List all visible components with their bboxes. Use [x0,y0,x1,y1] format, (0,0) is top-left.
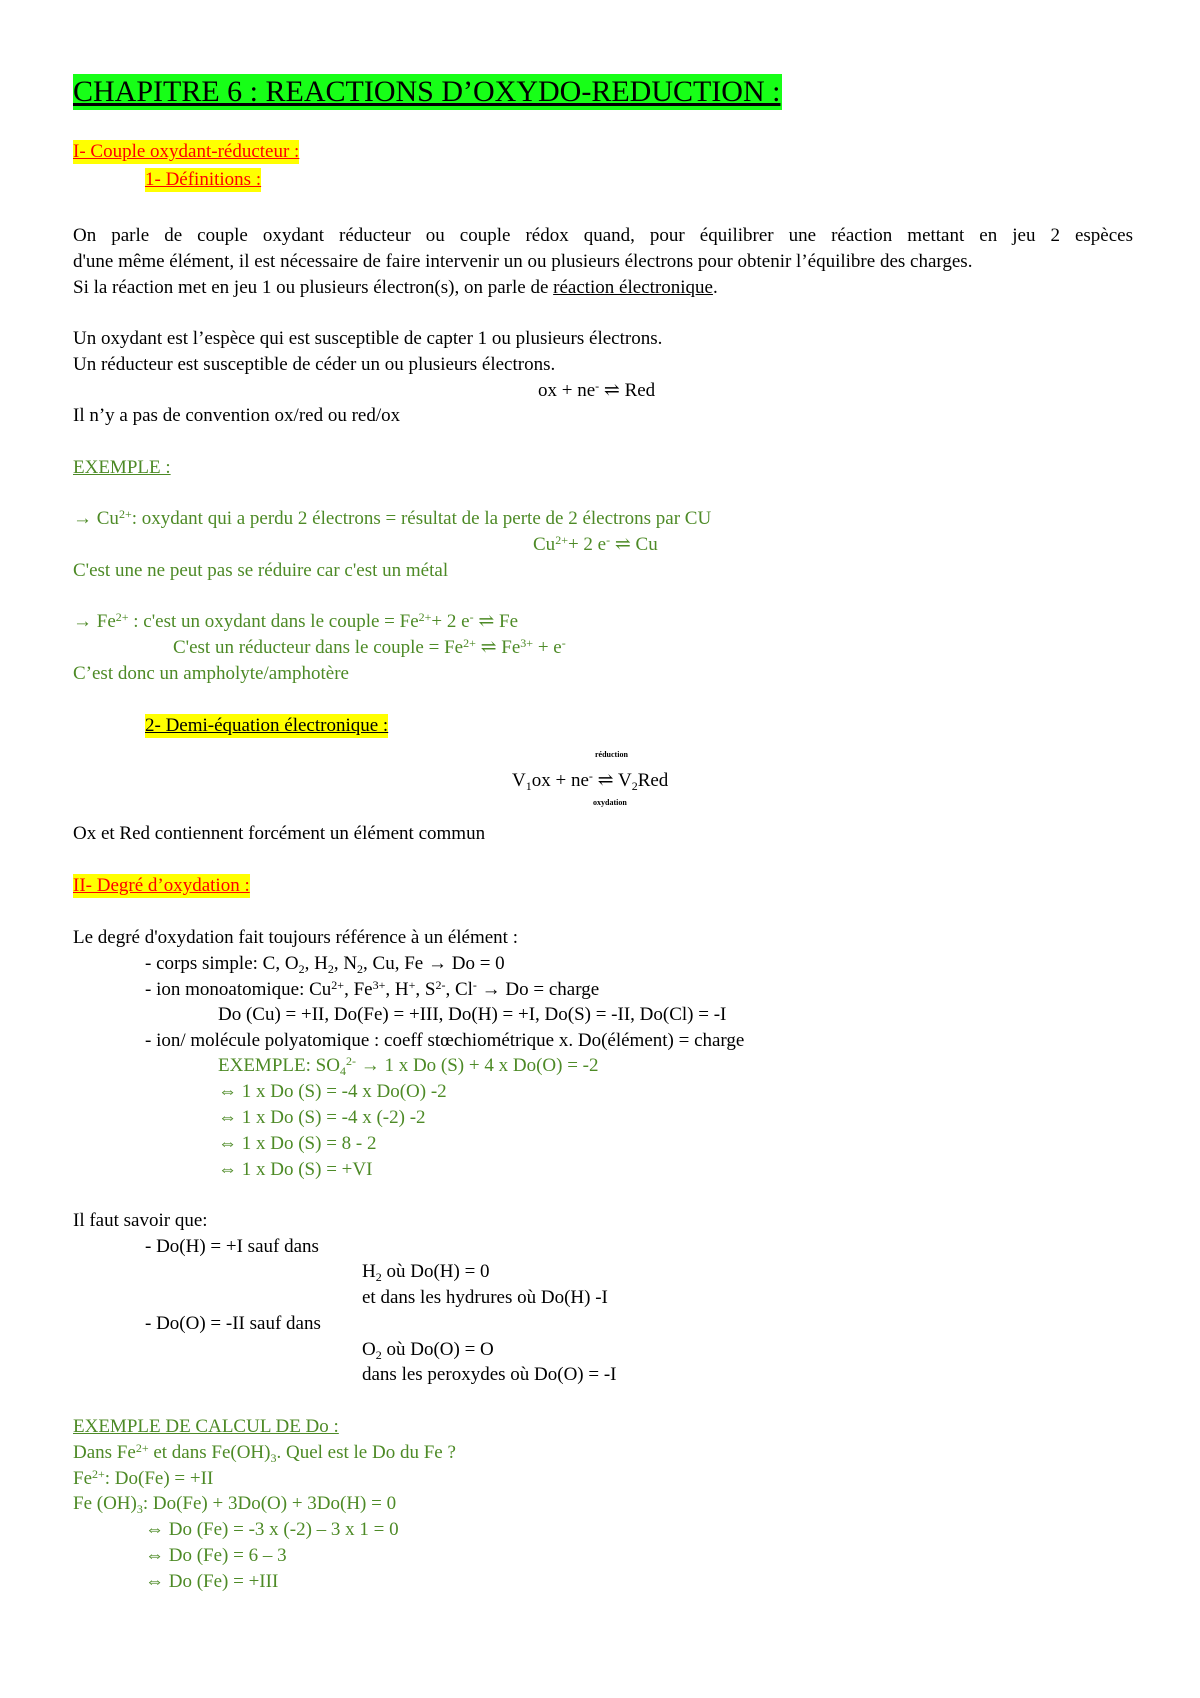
feoh3-step: ⇔ Do (Fe) = 6 – 3 [145,1545,287,1566]
half-equation: $V_1ox + ne^-$ ⇌ $V_2Red$ [512,769,669,793]
copper-equation: $Cu^{2+}+ 2$ e- ⇌ Cu [533,533,658,555]
section-heading-2: II- Degré d’oxydation : [73,875,250,896]
subheading-demi-equation: 2- Demi-équation électronique : [145,715,389,736]
copper-example: → $Cu^{2+}$: oxydant qui a perdu 2 électrons = résultat de la perte de 2 électrons par CU [73,507,712,529]
do-values: Do (Cu) = +II, Do(Fe) = +III, Do(H) = +I, Do(S) = -II, Do(Cl) = -I [218,1004,727,1025]
chapter-title: CHAPITRE 6 : REACTIONS D’OXYDO-REDUCTION : [73,75,781,108]
ampholyte-note: C’est donc un ampholyte/amphotère [73,663,349,684]
convention-note: Il n’y a pas de convention ox/red ou red/ox [73,405,401,426]
exemple-label: EXEMPLE : [73,457,171,478]
feoh3-calc: Fe $(OH)_3$: Do(Fe) + 3Do(O) + 3Do(H) = 0 [73,1493,397,1516]
so4-step: ⇔ 1 x Do (S) = -4 x Do(O) -2 [218,1081,447,1102]
hydrures-exception: et dans les hydrures où Do(H) -I [362,1287,608,1308]
peroxydes-exception: dans les peroxydes où Do(O) = -I [362,1364,617,1385]
reduction-label: réduction [595,750,628,759]
feoh3-step: ⇔ Do (Fe) = +III [145,1571,279,1592]
calcul-question: Dans $Fe^{2+}$ et dans $Fe(OH)_3$. Quel est le Do du Fe ? [73,1441,456,1465]
so4-step: ⇔ 1 x Do (S) = -4 x (-2) -2 [218,1107,426,1128]
do-intro: Le degré d'oxydation fait toujours référence à un élément : [73,927,518,948]
redox-equation: ox + ne- ⇌ Red [538,379,656,401]
fe2-calc: $Fe^{2+}$: Do(Fe) = +II [73,1467,214,1489]
calcul-label: EXEMPLE DE CALCUL DE Do : [73,1416,339,1437]
o2-exception: $O_2$ où Do(O) = O [362,1339,494,1362]
copper-note: C'est une ne peut pas se réduire car c'est un métal [73,560,449,581]
iron-reducteur: C'est un réducteur dans le couple = $Fe^{2+}$ ⇌ $Fe^{3+} + e^-$ [173,636,566,658]
polyatomique-rule: - ion/ molécule polyatomique : coeff stœchiométrique x. Do(élément) = charge [145,1030,745,1051]
iron-example: → $Fe^{2+}$ : c'est un oxydant dans le couple = $Fe^{2+}+ 2$ e- ⇌ Fe [73,610,518,632]
paragraph-line: On parle de couple oxydant réducteur ou couple rédox quand, pour équilibrer une réaction mettant en jeu 2 espèces [73,225,1133,246]
so4-step: ⇔ 1 x Do (S) = +VI [218,1159,373,1180]
section-heading-1: I- Couple oxydant-réducteur : [73,141,300,162]
so4-step: ⇔ 1 x Do (S) = 8 - 2 [218,1133,377,1154]
so4-example: EXEMPLE: $SO_4^{2-} \to 1$ x Do (S) + 4 x Do(O) = -2 [218,1054,599,1078]
oxydant-definition: Un oxydant est l’espèce qui est susceptible de capter 1 ou plusieurs électrons. [73,328,663,349]
h2-exception: $H_2$ où Do(H) = 0 [362,1261,490,1284]
feoh3-step: ⇔ Do (Fe) = -3 x (-2) – 3 x 1 = 0 [145,1519,399,1540]
reducteur-definition: Un réducteur est susceptible de céder un ou plusieurs électrons. [73,354,556,375]
corps-simple-rule: - corps simple: C, $O_2$, $H_2$, $N_2$, Cu, Fe → Do = 0 [145,953,505,976]
reaction-electronique-term: réaction électronique [553,277,713,298]
do-h-rule: - Do(H) = +I sauf dans [145,1236,319,1257]
savoir-note: Il faut savoir que: [73,1210,208,1231]
ion-monoatomique-rule: - ion monoatomique: $Cu^{2+}$, $Fe^{3+}$, H+, $S^{2-}$, Cl- → Do = charge [145,978,600,1000]
oxydation-label: oxydation [593,798,627,807]
subheading-definitions: 1- Définitions : [145,169,262,190]
do-o-rule: - Do(O) = -II sauf dans [145,1313,321,1334]
element-commun-note: Ox et Red contiennent forcément un élément commun [73,823,486,844]
paragraph-line: d'une même élément, il est nécessaire de faire intervenir un ou plusieurs électrons pour obtenir l’équilibre des charges. [73,251,973,272]
paragraph-line: Si la réaction met en jeu 1 ou plusieurs électron(s), on parle de réaction électronique. [73,277,718,298]
